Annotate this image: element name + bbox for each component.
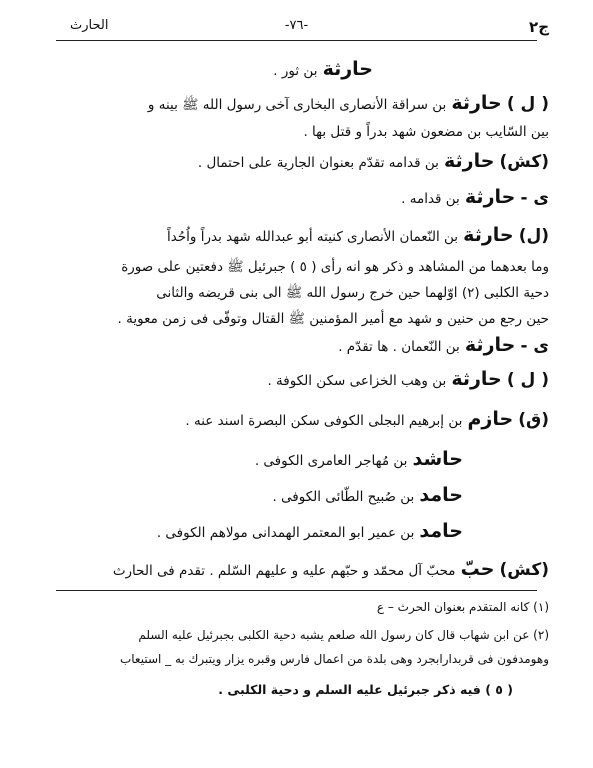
entry-headword: حارثة — [451, 368, 502, 390]
footnote: ( ٥ ) فيه ذكر جبرئيل عليه السلم و دحية الكلبى . — [218, 682, 513, 697]
entry-line — [338, 334, 549, 356]
entry-text: بن وهب الخزاعى سكن الكوفة . — [267, 373, 447, 389]
entry-line — [167, 224, 549, 246]
entry-text: بن سراقة الأنصارى البخارى آخى رسول الله ﷺ بينه و — [147, 97, 447, 113]
entry-text: بن صُبيح الطّائى الكوفى . — [272, 489, 415, 505]
entry-text: بن إبرهيم البجلى الكوفى سكن البصرة اسند عنه . — [185, 413, 463, 429]
entry-text: بن عمير ابو المعتمر الهمدانى مولاهم الكوفى . — [156, 525, 415, 541]
source-code: ( ل ) — [506, 94, 549, 114]
source-code: (كش) — [499, 560, 549, 580]
footnote-rule — [56, 590, 537, 591]
entry-line — [198, 150, 549, 172]
entry-headword: حاشد — [412, 448, 463, 470]
footnote: (١) كانه المتقدم بعنوان الحرث – ع — [376, 600, 549, 614]
entry-headword: حارثة — [463, 224, 514, 246]
entry-line — [185, 408, 549, 430]
entry-text: محبّ آل محمّد و حبّهم عليه و عليهم السّلم . تقدم فى الحارث — [112, 563, 456, 579]
entry-headword: حبّ — [460, 558, 495, 580]
entry-line — [113, 558, 549, 580]
entry-headword: حارثة — [464, 334, 516, 356]
entry-line — [401, 186, 549, 208]
entry-line — [272, 484, 463, 506]
entry-text: بن مُهاجر العامرى الكوفى . — [254, 453, 408, 469]
source-code: ى - — [520, 188, 549, 208]
source-code: (ل) — [518, 226, 549, 246]
source-code: ى - — [520, 336, 549, 356]
entry-continuation: وما بعدهما من المشاهد و ذكر هو انه رأى ( ٥ ) جبرئيل ﷺ دفعتين على صورة — [121, 259, 549, 275]
entry-text: بن قدامه تقدّم بعنوان الجارية على احتمال . — [197, 155, 439, 171]
entry-continuation: بين السّايب بن مضعون شهد بدراً و قتل بها . — [303, 124, 549, 140]
footnote: (٢) عن ابن شهاب قال كان رسول الله صلعم يشبه دحية الكلبى بجبرئيل عليه السلم — [138, 628, 549, 642]
entry-text: بن قدامه . — [401, 191, 460, 207]
entry-headword: حارثة — [451, 92, 502, 114]
entry-line — [273, 58, 373, 80]
entry-text: بن النّعمان . ها تقدّم . — [338, 339, 460, 355]
entry-line — [157, 520, 463, 542]
footnote: وهومدفون فى قربدارابجرد وهى بلدة من اعمال فارس وقبره يزار ويتبرك به _ استيعاب — [119, 652, 549, 666]
entry-line — [148, 92, 549, 116]
source-code: (كش) — [499, 152, 549, 172]
entry-continuation: دحية الكلبى (٢) اوّلهما حين خرج رسول الله ﷺ الى بنى قريضه والثانى — [156, 285, 549, 301]
volume-marker: ج۲ — [529, 18, 549, 36]
entry-text: بن النّعمان الأنصارى كنيته أبو عبدالله شهد بدراً واُحُداً — [166, 229, 459, 245]
entry-headword: حارثة — [444, 150, 495, 172]
entry-continuation: حين رجع من حنين و شهد مع أمير المؤمنين ﷺ القتال وتوفّى فى زمن معوية . — [117, 311, 549, 327]
entry-headword: حارثة — [322, 58, 373, 80]
entry-headword: حامد — [419, 520, 463, 542]
entry-line — [267, 368, 549, 390]
source-code: ( ل ) — [506, 370, 549, 390]
running-title: الحارث — [70, 18, 109, 33]
entry-headword: حازم — [467, 408, 514, 430]
entry-headword: حامد — [419, 484, 463, 506]
header-rule — [56, 40, 537, 41]
entry-headword: حارثة — [464, 186, 516, 208]
source-code: (ق) — [518, 410, 549, 430]
entry-text: بن ثور . — [273, 63, 318, 79]
page-number: -۷٦- — [284, 18, 309, 33]
entry-line — [255, 448, 463, 470]
